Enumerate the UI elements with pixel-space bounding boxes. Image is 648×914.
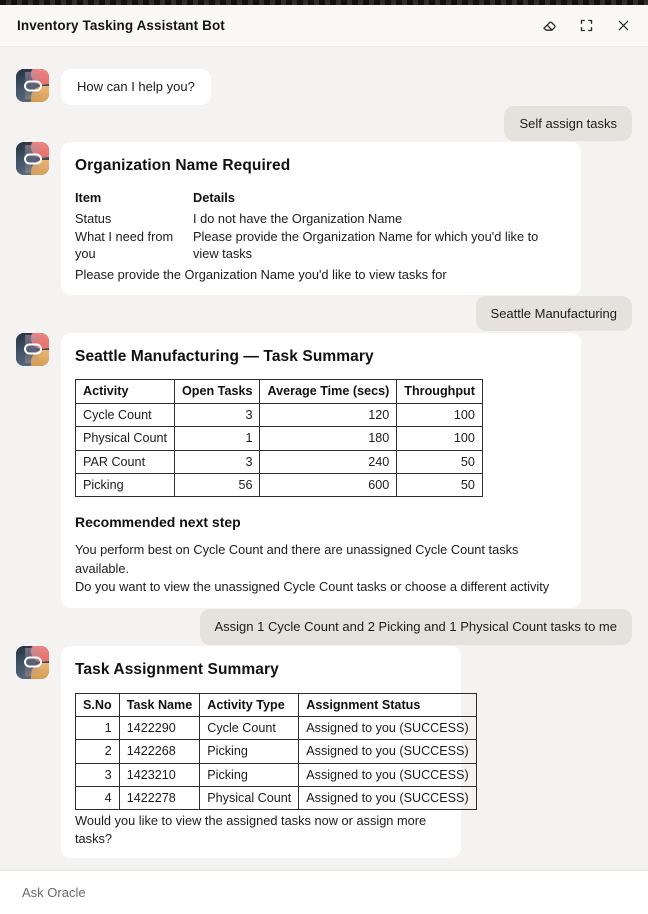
table-row [76, 450, 483, 473]
message-input[interactable] [22, 885, 626, 900]
message-row-assignment-card [16, 646, 632, 858]
window-title: Inventory Tasking Assistant Bot [17, 18, 225, 33]
user-message-bubble: Seattle Manufacturing [476, 296, 632, 332]
cell-activity-type: Picking [200, 740, 299, 763]
cell-activity-type: Cycle Count [200, 717, 299, 740]
cell-activity-type: Physical Count [200, 787, 299, 810]
cell-throughput: 100 [397, 403, 483, 426]
table-row [76, 787, 477, 810]
message-row-user-2 [16, 296, 632, 332]
table-row [76, 763, 477, 786]
titlebar [0, 5, 648, 47]
user-message-bubble: Assign 1 Cycle Count and 2 Picking and 1 Physical Count tasks to me [200, 609, 633, 645]
cell-sno: 3 [76, 763, 120, 786]
table-header-row [75, 189, 567, 209]
close-icon[interactable] [612, 15, 634, 37]
cell-open-tasks: 1 [175, 427, 260, 450]
message-row-org-card [16, 142, 632, 294]
cell-average-time: 120 [260, 403, 397, 426]
cell-details: I do not have the Organization Name [193, 210, 403, 226]
column-header-activity: Activity [76, 380, 175, 403]
cell-average-time: 240 [260, 450, 397, 473]
message-row-greeting [16, 69, 632, 105]
recommended-next-step-title: Recommended next step [75, 514, 241, 531]
recommended-next-step-line-1: You perform best on Cycle Count and there are unassigned Cycle Count tasks available. [75, 542, 519, 576]
titlebar-actions [538, 15, 634, 37]
cell-average-time: 600 [260, 473, 397, 496]
column-header-task-name: Task Name [119, 693, 200, 716]
bot-avatar [16, 142, 49, 175]
bot-avatar [16, 333, 49, 366]
assignment-card-footer: Would you like to view the assigned tasks now or assign more tasks? [75, 813, 427, 846]
organization-card-footer: Please provide the Organization Name you'd like to view tasks for [75, 267, 447, 283]
column-header-open-tasks: Open Tasks [175, 380, 260, 403]
cell-sno: 4 [76, 787, 120, 810]
bot-avatar [16, 69, 49, 102]
cell-activity-type: Picking [200, 763, 299, 786]
cell-activity: Cycle Count [76, 403, 175, 426]
cell-throughput: 50 [397, 473, 483, 496]
task-summary-table [75, 379, 483, 497]
message-row-user-1 [16, 106, 632, 142]
cell-assignment-status: Assigned to you (SUCCESS) [299, 787, 476, 810]
column-header-item: Item [75, 190, 102, 206]
cell-details: Please provide the Organization Name for which you'd like to view tasks [193, 229, 539, 262]
column-header-assignment-status: Assignment Status [299, 693, 476, 716]
card-title: Seattle Manufacturing — Task Summary [75, 347, 374, 365]
table-row [75, 228, 567, 264]
column-header-details: Details [193, 190, 235, 206]
message-row-summary-card [16, 333, 632, 608]
table-row [76, 473, 483, 496]
task-assignment-table [75, 693, 477, 811]
table-row [76, 427, 483, 450]
task-assignment-card [61, 646, 469, 858]
collapse-icon[interactable] [575, 15, 597, 37]
cell-activity: PAR Count [76, 450, 175, 473]
cell-item: Status [75, 210, 112, 226]
cell-task-name: 1422268 [119, 740, 200, 763]
user-message-bubble: Self assign tasks [504, 106, 632, 142]
cell-activity: Physical Count [76, 427, 175, 450]
bot-greeting-bubble: How can I help you? [61, 69, 211, 105]
cell-sno: 1 [76, 717, 120, 740]
bot-avatar [16, 646, 49, 679]
cell-item: What I need from you [75, 229, 174, 262]
table-row [76, 717, 477, 740]
message-row-user-3 [16, 609, 632, 645]
cell-assignment-status: Assigned to you (SUCCESS) [299, 763, 476, 786]
card-title: Task Assignment Summary [75, 660, 279, 678]
table-row [76, 740, 477, 763]
column-header-throughput: Throughput [397, 380, 483, 403]
cell-open-tasks: 56 [175, 473, 260, 496]
cell-assignment-status: Assigned to you (SUCCESS) [299, 740, 476, 763]
task-summary-card [61, 333, 581, 608]
card-title: Organization Name Required [75, 157, 291, 175]
table-row [75, 210, 567, 229]
cell-throughput: 50 [397, 450, 483, 473]
composer-bar [0, 870, 648, 914]
cell-task-name: 1423210 [119, 763, 200, 786]
cell-activity: Picking [76, 473, 175, 496]
cell-task-name: 1422278 [119, 787, 200, 810]
eraser-icon[interactable] [538, 15, 560, 37]
organization-details-table [75, 189, 567, 264]
column-header-activity-type: Activity Type [200, 693, 299, 716]
cell-assignment-status: Assigned to you (SUCCESS) [299, 717, 476, 740]
table-row [76, 403, 483, 426]
cell-average-time: 180 [260, 427, 397, 450]
column-header-average-time: Average Time (secs) [260, 380, 397, 403]
recommended-next-step-line-2: Do you want to view the unassigned Cycle Count tasks or choose a different activity [75, 579, 550, 595]
cell-task-name: 1422290 [119, 717, 200, 740]
organization-required-card [61, 142, 581, 294]
column-header-sno: S.No [76, 693, 120, 716]
cell-sno: 2 [76, 740, 120, 763]
table-header-row [76, 380, 483, 403]
cell-throughput: 100 [397, 427, 483, 450]
cell-open-tasks: 3 [175, 450, 260, 473]
conversation-area[interactable] [0, 47, 648, 870]
table-header-row [76, 693, 477, 716]
cell-open-tasks: 3 [175, 403, 260, 426]
